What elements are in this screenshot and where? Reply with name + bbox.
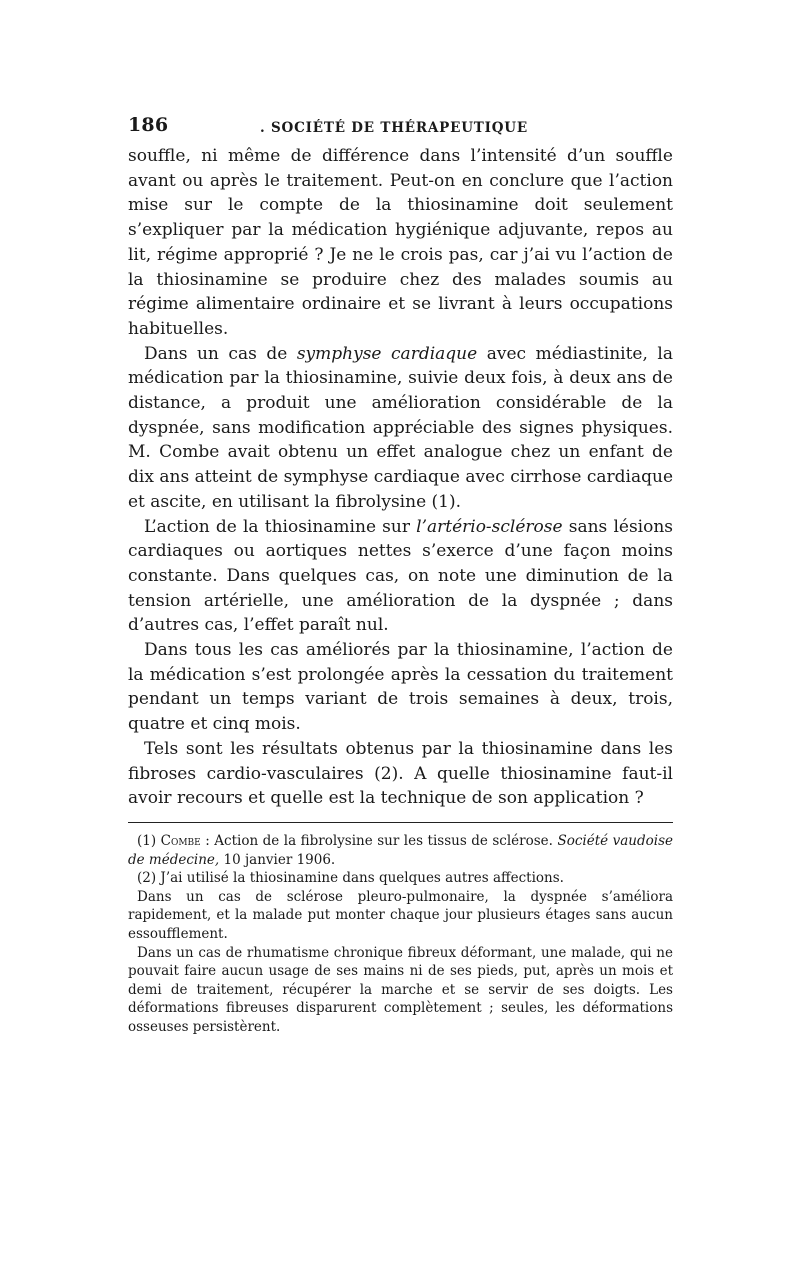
footnotes <box>128 832 673 1037</box>
paragraph-2-italic-term: symphyse cardiaque <box>296 343 478 364</box>
paragraph-3 <box>128 515 673 639</box>
paragraph-5: Tels sont les résultats obtenus par la thiosinamine dans les fibroses cardio-vasculaires (2). A quelle thiosinamine faut-il avoir recours et quelle est la technique de son application ? <box>128 738 673 809</box>
footnote-1-author: Combe <box>160 832 201 849</box>
paragraph-2-text-c: avec médiastinite, la médication par la thiosinamine, suivie deux fois, à deux ans de distance, a produit une amélioration considérable de la dyspnée, sans modification appréciable des signes physiques. M. Combe avait obtenu un effet analogue chez un enfant de dix ans atteint de symphyse cardiaque avec cirrhose cardiaque et ascite, en utilisant la fibrolysine (1). <box>128 343 673 512</box>
footnote-1-marker: (1) <box>137 832 161 849</box>
page-header <box>128 112 673 140</box>
paragraph-1: souffle, ni même de différence dans l’intensité d’un souffle avant ou après le traitement. Peut-on en conclure que l’action mise sur le compte de la thiosinamine doit seulement s’expliquer par la médication hygiénique adjuvante, repos au lit, régime approprié ? Je ne le crois pas, car j’ai vu l’action de la thiosinamine se produire chez des malades soumis au régime alimentaire ordinaire et se livrant à leurs occupations habituelles. <box>128 146 673 339</box>
paragraph-3-text-a: L’action de la thiosinamine sur <box>144 516 417 537</box>
footnote-2-paragraph-2: Dans un cas de sclérose pleuro-pulmonaire, la dyspnée s’améliora rapidement, et la malade put monter chaque jour plusieurs étages sans aucun essoufflement. <box>128 888 673 942</box>
footnote-1-title: : Action de la fibrolysine sur les tissus de sclérose. <box>200 832 558 849</box>
body-text <box>128 144 673 811</box>
footnote-rule <box>128 822 673 823</box>
paragraph-3-text-c: sans lésions cardiaques ou aortiques nettes s’exerce d’une façon moins constante. Dans quelques cas, on note une diminution de la tension artérielle, une amélioration de la dyspnée ; dans d’autres cas, l’effet paraît nul. <box>128 516 674 636</box>
footnote-2-paragraph-3: Dans un cas de rhumatisme chronique fibreux déformant, une malade, qui ne pouvait faire aucun usage de ses mains ni de ses pieds, put, après un mois et demi de traitement, récupérer la marche et se servir de ses doigts. Les déformations fibreuses disparurent complètement ; seules, les déformations osseuses persistèrent. <box>128 944 673 1035</box>
paragraph-2-text-a: Dans un cas de <box>144 343 297 364</box>
book-page <box>128 112 673 1037</box>
paragraph-2 <box>128 342 673 515</box>
footnote-1-journal: Société vaudoise de médecine, <box>128 832 673 868</box>
running-head: . SOCIÉTÉ DE THÉRAPEUTIQUE <box>260 120 528 136</box>
footnote-1-date: 10 janvier 1906. <box>219 851 336 868</box>
footnote-2: (2) J’ai utilisé la thiosinamine dans quelques autres affections. <box>137 870 564 887</box>
paragraph-3-italic-term: l’artério-sclérose <box>416 516 563 537</box>
footnote-1 <box>128 832 673 869</box>
paragraph-4: Dans tous les cas améliorés par la thiosinamine, l’action de la médication s’est prolongée après la cessation du traitement pendant un temps variant de trois semaines à deux, trois, quatre et cinq mois. <box>128 640 673 735</box>
page-number: 186 <box>128 114 169 136</box>
